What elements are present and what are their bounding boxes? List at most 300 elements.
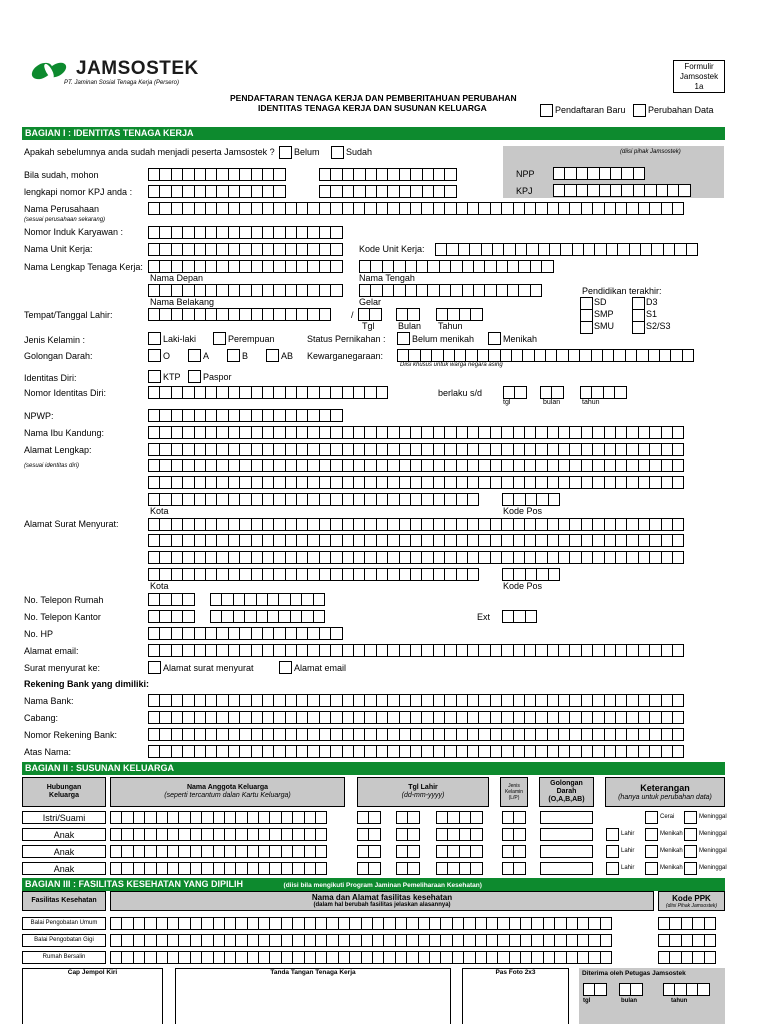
ppk-code-input[interactable]	[658, 934, 715, 947]
char-box[interactable]	[513, 845, 525, 858]
col-sex: Jenis Kelamin (L/P)	[500, 777, 528, 807]
logo-name: JAMSOSTEK	[76, 58, 199, 79]
family-dob-day-input[interactable]	[357, 811, 380, 824]
nationality-note: Diisi khusus untuk warga negara asing	[400, 362, 503, 368]
address-city-input[interactable]	[148, 493, 478, 506]
family-name-input[interactable]	[110, 828, 326, 841]
employee-number-label: Nomor Induk Karyawan :	[24, 227, 124, 237]
char-box[interactable]	[513, 862, 525, 875]
remark-married-checkbox[interactable]	[645, 845, 658, 858]
family-sex-input[interactable]	[502, 845, 525, 858]
remark-born-label: Lahir	[621, 848, 635, 854]
kpj-office-input[interactable]	[553, 184, 690, 197]
edu-d3-label: D3	[646, 297, 658, 307]
ext-label: Ext	[477, 612, 491, 622]
blood-o-checkbox[interactable]	[148, 349, 161, 362]
kpj-input-b[interactable]	[319, 168, 456, 181]
received-month-input[interactable]	[619, 983, 642, 996]
signature-box[interactable]: Tanda Tangan Tenaga Kerja	[175, 968, 451, 1024]
char-box[interactable]	[513, 811, 525, 824]
mailing-address-label: Alamat Surat Menyurat:	[24, 519, 119, 529]
remark-born-checkbox[interactable]	[606, 845, 619, 858]
char-box[interactable]	[672, 728, 684, 741]
bank-name-label: Nama Bank:	[24, 696, 74, 706]
valid-month-caption: bulan	[543, 399, 561, 406]
family-sex-input[interactable]	[502, 862, 525, 875]
char-box[interactable]	[633, 167, 645, 180]
remark-dead-label: Meninggal	[699, 814, 727, 820]
received-panel	[579, 968, 725, 1024]
facility-type-cell: Rumah Bersalin	[22, 951, 106, 964]
valid-day-caption: tgl	[503, 399, 511, 406]
char-box[interactable]	[672, 694, 684, 707]
valid-month-input[interactable]	[540, 386, 563, 399]
address-note: (sesuai identitas diri)	[24, 463, 80, 469]
female-checkbox[interactable]	[213, 332, 226, 345]
char-box[interactable]	[407, 811, 419, 824]
blood-ab-checkbox[interactable]	[266, 349, 279, 362]
member-question: Apakah sebelumnya anda sudah menjadi peserta Jamsostek ?	[24, 147, 275, 157]
char-box[interactable]	[530, 284, 542, 297]
blood-b-checkbox[interactable]	[227, 349, 240, 362]
ktp-checkbox[interactable]	[148, 370, 161, 383]
hp-label: No. HP	[24, 629, 54, 639]
middle-name-input[interactable]	[359, 260, 553, 273]
first-name-input[interactable]	[148, 260, 342, 273]
office-phone-input[interactable]	[210, 610, 324, 623]
char-box[interactable]	[672, 202, 684, 215]
received-label: Diterima oleh Petugas Jamsostek	[582, 970, 686, 977]
kpj-input-a[interactable]	[148, 168, 285, 181]
kpj-input-c[interactable]	[148, 185, 285, 198]
account-name-label: Atas Nama:	[24, 747, 72, 757]
facility-name-input[interactable]	[110, 951, 611, 964]
char-box[interactable]	[548, 493, 560, 506]
address-line1-input[interactable]	[148, 443, 683, 456]
marital-label: Status Pernikahan :	[307, 334, 386, 344]
mail-to-email-checkbox[interactable]	[279, 661, 292, 674]
last-name-input[interactable]	[148, 284, 342, 297]
char-box[interactable]	[697, 983, 709, 996]
family-sex-input[interactable]	[502, 811, 525, 824]
valid-year-caption: tahun	[582, 399, 600, 406]
edu-sd-label: SD	[594, 297, 607, 307]
col-remarks: Keterangan (hanya untuk perubahan data)	[605, 777, 725, 807]
birth-slash: /	[351, 310, 354, 320]
first-name-caption: Nama Depan	[150, 273, 204, 283]
col-facility: Fasilitas Kesehatan	[22, 891, 106, 911]
mother-name-label: Nama Ibu Kandung:	[24, 428, 105, 438]
char-box[interactable]	[678, 184, 690, 197]
family-name-input[interactable]	[110, 811, 326, 824]
passport-label: Paspor	[203, 372, 232, 382]
char-box[interactable]	[672, 476, 684, 489]
ktp-label: KTP	[163, 372, 181, 382]
facility-name-input[interactable]	[110, 917, 611, 930]
char-box[interactable]	[330, 226, 342, 239]
char-box[interactable]	[330, 284, 342, 297]
remark-married-checkbox[interactable]	[645, 828, 658, 841]
valid-until-label: berlaku s/d	[438, 388, 483, 398]
char-box[interactable]	[513, 828, 525, 841]
full-name-label: Nama Lengkap Tenaga Kerja:	[24, 262, 143, 272]
facility-name-input[interactable]	[110, 934, 611, 947]
received-month-caption: bulan	[621, 998, 637, 1004]
npwp-label: NPWP:	[24, 411, 54, 421]
form-title-line1: PENDAFTARAN TENAGA KERJA DAN PEMBERITAHUAN PERUBAHAN	[230, 93, 517, 103]
edu-s2-checkbox[interactable]	[632, 321, 645, 334]
valid-day-input[interactable]	[503, 386, 526, 399]
mother-name-input[interactable]	[148, 426, 683, 439]
section3-header: BAGIAN III : FASILITAS KESEHATAN YANG DIPILIH (diisi bila mengikuti Program Jaminan Pemeliharaan Kesehatan)	[22, 878, 725, 891]
id-number-label: Nomor Identitas Diri:	[24, 388, 107, 398]
char-box[interactable]	[614, 386, 626, 399]
remark-married-label: Menikah	[660, 848, 683, 854]
col-member-name: Nama Anggota Keluarga (seperti tercantum dalan Kartu Keluarga)	[110, 777, 345, 807]
char-box[interactable]	[672, 551, 684, 564]
remark-dead-label: Meninggal	[699, 831, 727, 837]
family-relationship-cell: Istri/Suami	[22, 811, 106, 824]
char-box[interactable]	[330, 627, 342, 640]
data-change-label: Perubahan Data	[648, 105, 714, 115]
family-blood-input[interactable]	[540, 828, 593, 841]
char-box[interactable]	[369, 308, 381, 321]
family-dob-month-input[interactable]	[396, 828, 419, 841]
account-number-label: Nomor Rekening Bank:	[24, 730, 118, 740]
remark-divorce-label: Cerai	[660, 814, 675, 820]
hp-input[interactable]	[148, 627, 342, 640]
blood-o-label: O	[163, 351, 171, 361]
col-ppk-code: Kode PPK (diisi Pihak Jamsostek)	[658, 891, 725, 911]
remark-born-label: Lahir	[621, 865, 635, 871]
char-box[interactable]	[686, 243, 698, 256]
family-relationship-cell: Anak	[22, 862, 106, 875]
birth-month-input[interactable]	[396, 308, 419, 321]
remark-dead-label: Meninggal	[699, 865, 727, 871]
birth-day-caption: Tgl	[362, 321, 375, 331]
char-box[interactable]	[407, 308, 419, 321]
char-box[interactable]	[600, 934, 612, 947]
char-box[interactable]	[182, 610, 194, 623]
char-box[interactable]	[470, 828, 482, 841]
char-box[interactable]	[315, 862, 327, 875]
passport-checkbox[interactable]	[188, 370, 201, 383]
char-box[interactable]	[594, 983, 606, 996]
birth-label: Tempat/Tanggal Lahir:	[24, 310, 113, 320]
employee-number-input[interactable]	[148, 226, 342, 239]
char-box[interactable]	[182, 593, 194, 606]
char-box[interactable]	[548, 568, 560, 581]
family-blood-input[interactable]	[540, 811, 593, 824]
remark-married-label: Menikah	[660, 831, 683, 837]
char-box[interactable]	[368, 811, 380, 824]
char-box[interactable]	[672, 518, 684, 531]
remark-dead-label: Meninggal	[699, 848, 727, 854]
photo-box: Pas Foto 2x3	[462, 968, 569, 1024]
char-box[interactable]	[600, 917, 612, 930]
remark-born-checkbox[interactable]	[606, 828, 619, 841]
char-box[interactable]	[319, 308, 331, 321]
mail-to-label: Surat menyurat ke:	[24, 663, 101, 673]
unit-input[interactable]	[148, 243, 342, 256]
char-box[interactable]	[444, 168, 456, 181]
char-box[interactable]	[467, 568, 479, 581]
char-box[interactable]	[368, 845, 380, 858]
family-dob-day-input[interactable]	[357, 862, 380, 875]
char-box[interactable]	[704, 951, 716, 964]
remark-married-label: Menikah	[660, 865, 683, 871]
logo-tagline: PT. Jaminan Sosial Tenaga Kerja (Persero)	[64, 80, 179, 86]
char-box[interactable]	[514, 386, 526, 399]
birth-year-caption: Tahun	[438, 321, 463, 331]
char-box[interactable]	[444, 185, 456, 198]
family-relationship-cell: Anak	[22, 845, 106, 858]
char-box[interactable]	[315, 845, 327, 858]
unit-code-label: Kode Unit Kerja:	[359, 244, 425, 254]
mailing-line2-input[interactable]	[148, 534, 683, 547]
family-name-input[interactable]	[110, 862, 326, 875]
account-name-input[interactable]	[148, 745, 683, 758]
home-phone-input[interactable]	[210, 593, 324, 606]
mailing-city-input[interactable]	[148, 568, 478, 581]
char-box[interactable]	[330, 409, 342, 422]
char-box[interactable]	[470, 862, 482, 875]
home-phone-area-input[interactable]	[148, 593, 194, 606]
char-box[interactable]	[273, 168, 285, 181]
email-label: Alamat email:	[24, 646, 79, 656]
birth-place-input[interactable]	[148, 308, 330, 321]
col-blood: Golongan Darah (O,A,B,AB)	[539, 777, 594, 807]
char-box[interactable]	[672, 644, 684, 657]
received-year-caption: tahun	[671, 998, 688, 1004]
npp-input[interactable]	[553, 167, 644, 180]
blood-a-checkbox[interactable]	[188, 349, 201, 362]
char-box[interactable]	[672, 534, 684, 547]
family-dob-day-input[interactable]	[357, 845, 380, 858]
char-box[interactable]	[704, 934, 716, 947]
char-box[interactable]	[368, 862, 380, 875]
middle-name-caption: Nama Tengah	[359, 273, 415, 283]
char-box[interactable]	[551, 386, 563, 399]
birth-month-caption: Bulan	[398, 321, 422, 331]
char-box[interactable]	[682, 349, 694, 362]
remark-dead-checkbox[interactable]	[684, 811, 697, 824]
char-box[interactable]	[407, 862, 419, 875]
col-dob: Tgl Lahir (dd-mm-yyyy)	[357, 777, 489, 807]
char-box[interactable]	[467, 493, 479, 506]
male-checkbox[interactable]	[148, 332, 161, 345]
last-name-caption: Nama Belakang	[150, 297, 215, 307]
char-box[interactable]	[313, 610, 325, 623]
npp-label: NPP	[516, 169, 535, 179]
char-box[interactable]	[315, 811, 327, 824]
mail-to-postal-checkbox[interactable]	[148, 661, 161, 674]
unit-code-input[interactable]	[435, 243, 697, 256]
member-label: Sudah	[346, 147, 373, 157]
char-box[interactable]	[672, 426, 684, 439]
address-postal-input[interactable]	[502, 493, 559, 506]
blood-a-label: A	[203, 351, 210, 361]
id-type-label: Identitas Diri:	[24, 373, 77, 383]
mailing-postal-input[interactable]	[502, 568, 559, 581]
nationality-label: Kewarganegaraan:	[307, 351, 384, 361]
kpj-prompt-line1: Bila sudah, mohon	[24, 170, 99, 180]
family-dob-year-input[interactable]	[436, 862, 482, 875]
remark-dead-checkbox[interactable]	[684, 845, 697, 858]
section2-header: BAGIAN II : SUSUNAN KELUARGA	[22, 762, 725, 775]
family-blood-input[interactable]	[540, 862, 593, 875]
char-box[interactable]	[672, 711, 684, 724]
address-postal-caption: Kode Pos	[503, 506, 543, 516]
char-box[interactable]	[630, 983, 642, 996]
char-box[interactable]	[704, 917, 716, 930]
id-number-input[interactable]	[148, 386, 387, 399]
family-dob-month-input[interactable]	[396, 862, 419, 875]
new-registration-checkbox[interactable]	[540, 104, 553, 117]
kpj-input-d[interactable]	[319, 185, 456, 198]
family-dob-month-input[interactable]	[396, 845, 419, 858]
address-label: Alamat Lengkap:	[24, 445, 92, 455]
kpj-label: KPJ	[516, 186, 533, 196]
address-city-caption: Kota	[150, 506, 169, 516]
company-input[interactable]	[148, 202, 683, 215]
edu-s1-label: S1	[646, 309, 658, 319]
received-day-caption: tgl	[583, 998, 591, 1004]
mailing-line1-input[interactable]	[148, 518, 683, 531]
home-phone-label: No. Telepon Rumah	[24, 595, 104, 605]
char-box[interactable]	[600, 951, 612, 964]
remark-born-label: Lahir	[621, 831, 635, 837]
char-box[interactable]	[407, 828, 419, 841]
family-dob-month-input[interactable]	[396, 811, 419, 824]
office-phone-area-input[interactable]	[148, 610, 194, 623]
sex-label: Jenis Kelamin :	[24, 335, 86, 345]
char-box[interactable]	[672, 745, 684, 758]
family-dob-year-input[interactable]	[436, 845, 482, 858]
edu-smu-checkbox[interactable]	[580, 321, 593, 334]
remark-married-checkbox[interactable]	[645, 862, 658, 875]
char-box[interactable]	[470, 845, 482, 858]
birth-day-input[interactable]	[358, 308, 381, 321]
mailing-city-caption: Kota	[150, 581, 169, 591]
mailing-postal-caption: Kode Pos	[503, 581, 543, 591]
data-change-checkbox[interactable]	[633, 104, 646, 117]
blood-b-label: B	[242, 351, 249, 361]
edu-smu-label: SMU	[594, 321, 614, 331]
male-label: Laki-laki	[163, 334, 197, 344]
char-box[interactable]	[470, 811, 482, 824]
ppk-code-input[interactable]	[658, 951, 715, 964]
married-checkbox[interactable]	[488, 332, 501, 345]
family-sex-input[interactable]	[502, 828, 525, 841]
education-label: Pendidikan terakhir:	[582, 286, 662, 296]
female-label: Perempuan	[228, 334, 275, 344]
received-year-input[interactable]	[663, 983, 709, 996]
col-facility-name: Nama dan Alamat fasilitas kesehatan (dalam hal berubah fasilitas jelaskan alasannya)	[110, 891, 654, 911]
mail-to-postal-label: Alamat surat menyurat	[163, 663, 254, 673]
branch-label: Cabang:	[24, 713, 59, 723]
single-label: Belum menikah	[412, 334, 475, 344]
char-box[interactable]	[273, 185, 285, 198]
form-code: Formulir Jamsostek 1a	[673, 60, 725, 93]
kpj-prompt-line2: lengkapi nomor KPJ anda :	[24, 187, 133, 197]
unit-label: Nama Unit Kerja:	[24, 244, 93, 254]
edu-s2-label: S2/S3	[646, 321, 671, 331]
nationality-input[interactable]	[397, 349, 693, 362]
char-box[interactable]	[330, 260, 342, 273]
section1-header: BAGIAN I : IDENTITAS TENAGA KERJA	[22, 127, 725, 140]
not-member-label: Belum	[294, 147, 320, 157]
edu-smp-label: SMP	[594, 309, 614, 319]
company-note: (sesuai perusahaan sekarang)	[24, 217, 106, 223]
blood-ab-label: AB	[281, 351, 294, 361]
address-line2-input[interactable]	[148, 459, 683, 472]
char-box[interactable]	[672, 443, 684, 456]
col-relationship: Hubungan Keluarga	[22, 777, 106, 807]
remark-born-checkbox[interactable]	[606, 862, 619, 875]
degree-caption: Gelar	[359, 297, 382, 307]
bank-name-input[interactable]	[148, 694, 683, 707]
family-name-input[interactable]	[110, 845, 326, 858]
remark-divorce-checkbox[interactable]	[645, 811, 658, 824]
address-line3-input[interactable]	[148, 476, 683, 489]
remark-dead-checkbox[interactable]	[684, 828, 697, 841]
mail-to-email-label: Alamat email	[294, 663, 347, 673]
char-box[interactable]	[313, 593, 325, 606]
char-box[interactable]	[315, 828, 327, 841]
not-member-checkbox[interactable]	[279, 146, 292, 159]
char-box[interactable]	[368, 828, 380, 841]
family-dob-year-input[interactable]	[436, 828, 482, 841]
office-use-note: (diisi pihak Jamsostek)	[620, 149, 681, 155]
family-dob-year-input[interactable]	[436, 811, 482, 824]
ext-input[interactable]	[502, 610, 536, 623]
received-day-input[interactable]	[583, 983, 606, 996]
email-input[interactable]	[148, 644, 683, 657]
ppk-code-input[interactable]	[658, 917, 715, 930]
office-phone-label: No. Telepon Kantor	[24, 612, 101, 622]
char-box[interactable]	[525, 610, 537, 623]
bank-section-title: Rekening Bank yang dimiliki:	[24, 679, 150, 689]
degree-input[interactable]	[359, 284, 541, 297]
single-checkbox[interactable]	[397, 332, 410, 345]
valid-year-input[interactable]	[580, 386, 626, 399]
char-box[interactable]	[470, 308, 482, 321]
birth-year-input[interactable]	[436, 308, 482, 321]
new-registration-label: Pendaftaran Baru	[555, 105, 626, 115]
account-number-input[interactable]	[148, 728, 683, 741]
npwp-input[interactable]	[148, 409, 342, 422]
thumbprint-box: Cap Jempol Kiri	[22, 968, 163, 1024]
char-box[interactable]	[407, 845, 419, 858]
char-box[interactable]	[376, 386, 388, 399]
mailing-line3-input[interactable]	[148, 551, 683, 564]
family-dob-day-input[interactable]	[357, 828, 380, 841]
jamsostek-leaf-icon	[30, 58, 72, 82]
char-box[interactable]	[330, 243, 342, 256]
family-blood-input[interactable]	[540, 845, 593, 858]
branch-input[interactable]	[148, 711, 683, 724]
char-box[interactable]	[541, 260, 553, 273]
remark-dead-checkbox[interactable]	[684, 862, 697, 875]
company-label: Nama Perusahaan	[24, 204, 100, 214]
family-relationship-cell: Anak	[22, 828, 106, 841]
facility-type-cell: Balai Pengobatan Gigi	[22, 934, 106, 947]
logo	[30, 58, 230, 90]
member-checkbox[interactable]	[331, 146, 344, 159]
form-title-line2: IDENTITAS TENAGA KERJA DAN SUSUNAN KELUARGA	[258, 103, 487, 113]
char-box[interactable]	[672, 459, 684, 472]
